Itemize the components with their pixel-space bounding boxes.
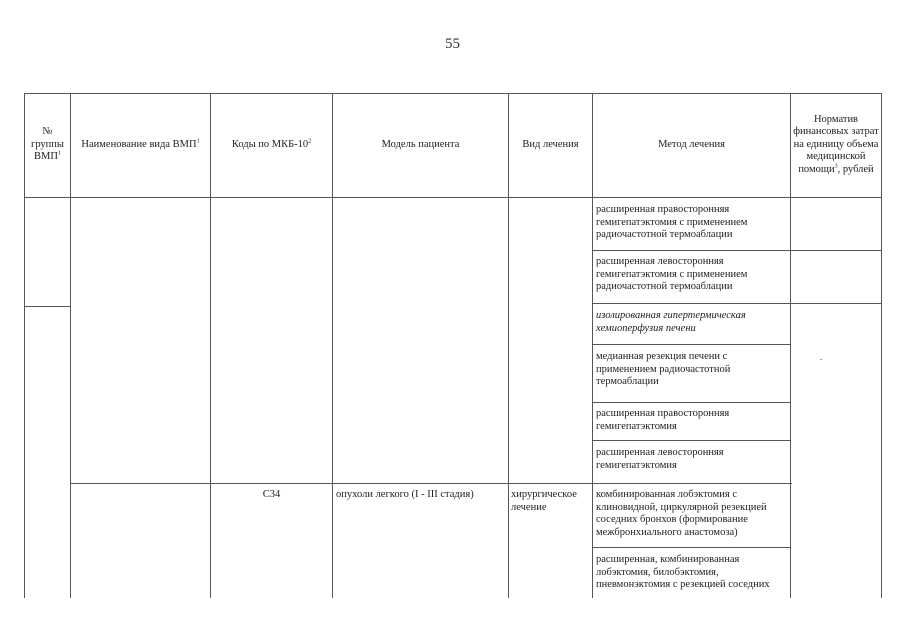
medical-table	[24, 93, 881, 598]
header-patient-model: Модель пациента	[381, 138, 460, 150]
icd-code: C34	[262, 489, 281, 500]
row-divider	[592, 344, 791, 345]
method-row: расширенная правосторонняя гемигепатэктомия с применением радиочастотной термоаблации	[596, 204, 748, 240]
row-divider	[592, 250, 791, 251]
row-divider	[592, 547, 791, 548]
page-number: 55	[445, 36, 460, 52]
column-divider	[508, 93, 509, 598]
header-icd-codes: Коды по МКБ-$10^2$	[231, 138, 312, 150]
column-divider	[790, 93, 791, 598]
method-row: расширенная, комбинированная лобэктомия, билобэктомия, пневмонэктомия с резекцией соседних	[596, 554, 770, 590]
column-divider	[210, 93, 211, 598]
row-divider	[790, 250, 882, 251]
treatment-type: хирургическое лечение	[511, 489, 577, 513]
header-treatment-type: Вид лечения	[522, 138, 579, 150]
column-divider	[332, 93, 333, 598]
column-divider	[70, 93, 71, 598]
row-divider	[70, 483, 792, 484]
method-row: медианная резекция печени с применением радиочастотной термоаблации	[596, 351, 731, 387]
method-row: комбинированная лобэктомия с клиновидной, циркулярной резекцией соседних бронхов (формирование межбронхиального анастомоза)	[596, 489, 767, 538]
header-divider	[24, 197, 882, 198]
table-border-right	[881, 93, 882, 598]
method-row: расширенная левосторонняя гемигепатэктомия	[596, 447, 724, 471]
header-vmp-name: Наименование вида ВМП$^1$	[81, 138, 200, 150]
method-row: расширенная левосторонняя гемигепатэктомия с применением радиочастотной термоаблации	[596, 256, 748, 292]
row-divider	[592, 440, 791, 441]
header-treatment-method: Метод лечения	[658, 138, 725, 150]
table-border-left	[24, 93, 25, 598]
row-divider	[592, 303, 882, 304]
header-group-number: № группы ВМП$^1$	[31, 126, 64, 163]
scan-speck	[820, 359, 822, 360]
row-divider	[592, 402, 791, 403]
row-divider	[24, 306, 71, 307]
method-row: расширенная правосторонняя гемигепатэктомия	[596, 408, 730, 432]
patient-model: опухоли легкого (I - III стадия)	[336, 489, 474, 500]
column-divider	[592, 93, 593, 598]
method-row: изолированная гипертермическая хемиоперфузия печени	[596, 310, 746, 334]
header-cost-norm: Норматив финансовых затрат на единицу объема медицинской помощи$^3$, рублей	[793, 113, 879, 175]
